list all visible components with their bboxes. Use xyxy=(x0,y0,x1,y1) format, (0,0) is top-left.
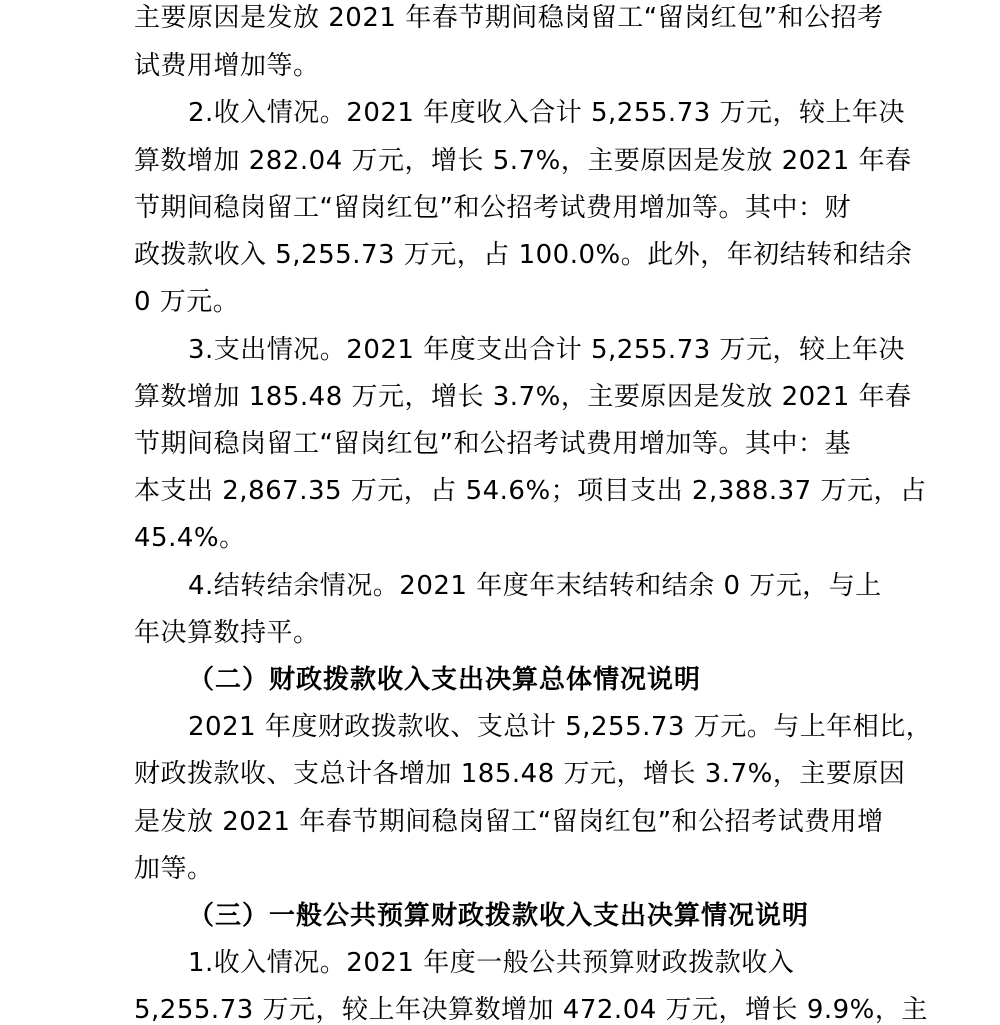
paragraph-line: 算数增加 185.48 万元，增长 3.7%，主要原因是发放 2021 年春 xyxy=(134,382,912,412)
paragraph-line: 年决算数持平。 xyxy=(134,618,320,648)
paragraph-line: 2021 年度财政拨款收、支总计 5,255.73 万元。与上年相比， xyxy=(188,712,933,742)
paragraph-line: 5,255.73 万元，较上年决算数增加 472.04 万元，增长 9.9%，主 xyxy=(134,995,928,1025)
paragraph-line: 2.收入情况。2021 年度收入合计 5,255.73 万元，较上年决 xyxy=(188,98,906,128)
paragraph-line: 主要原因是发放 2021 年春节期间稳岗留工“留岗红包”和公招考 xyxy=(134,3,884,33)
paragraph-line: 加等。 xyxy=(134,854,214,884)
paragraph-line: 算数增加 282.04 万元，增长 5.7%，主要原因是发放 2021 年春 xyxy=(134,146,912,176)
paragraph-line: 4.结转结余情况。2021 年度年末结转和结余 0 万元，与上 xyxy=(188,571,882,601)
paragraph-line: 1.收入情况。2021 年度一般公共预算财政拨款收入 xyxy=(188,948,795,978)
paragraph-line: 0 万元。 xyxy=(134,287,240,317)
paragraph-line: 节期间稳岗留工“留岗红包”和公招考试费用增加等。其中：财 xyxy=(134,193,851,223)
section-heading: （三）一般公共预算财政拨款收入支出决算情况说明 xyxy=(188,901,810,931)
paragraph-line: 本支出 2,867.35 万元，占 54.6%；项目支出 2,388.37 万元，占 xyxy=(134,476,927,506)
paragraph-line: 试费用增加等。 xyxy=(134,51,320,81)
paragraph-line: 是发放 2021 年春节期间稳岗留工“留岗红包”和公招考试费用增 xyxy=(134,807,884,837)
section-heading: （二）财政拨款收入支出决算总体情况说明 xyxy=(188,665,702,695)
paragraph-line: 3.支出情况。2021 年度支出合计 5,255.73 万元，较上年决 xyxy=(188,335,906,365)
paragraph-line: 财政拨款收、支总计各增加 185.48 万元，增长 3.7%，主要原因 xyxy=(134,759,906,789)
paragraph-line: 节期间稳岗留工“留岗红包”和公招考试费用增加等。其中：基 xyxy=(134,429,851,459)
paragraph-line: 45.4%。 xyxy=(134,523,246,553)
paragraph-line: 政拨款收入 5,255.73 万元，占 100.0%。此外，年初结转和结余 xyxy=(134,240,913,270)
